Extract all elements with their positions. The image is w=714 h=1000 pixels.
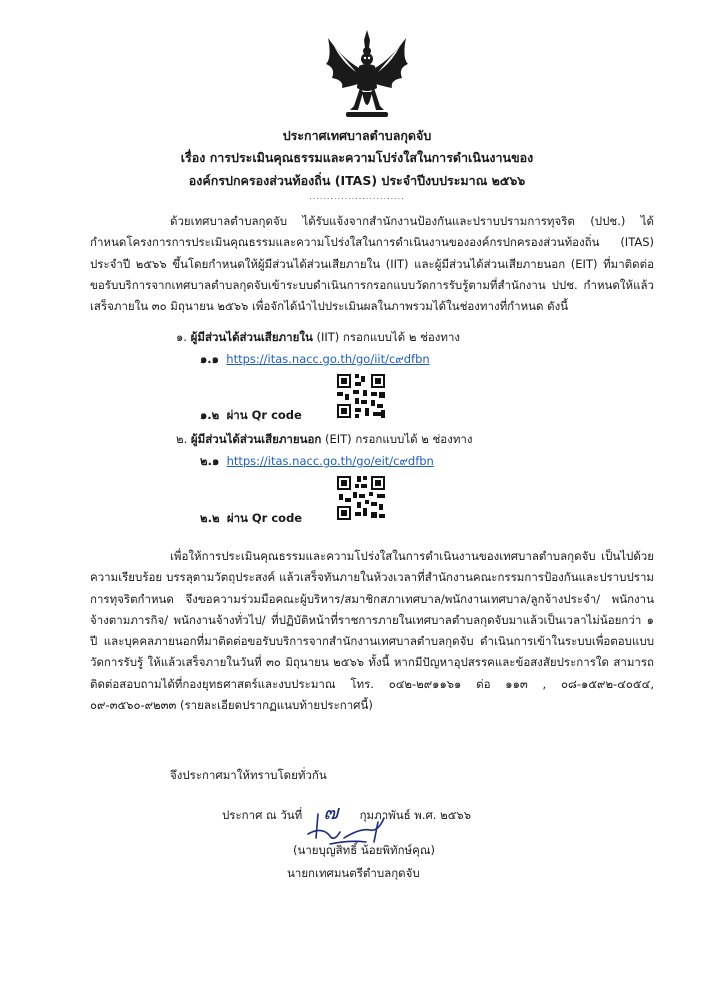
date-day-handwritten: ๗ xyxy=(323,800,339,824)
intro-text: ด้วยเทศบาลตำบลกุดจับ ได้รับแจ้งจากสำนักงานป้องกันและปราบปรามการทุจริต (ปปช.) ได้กำหนดโครงการการประเมินคุณธรรมและความโปร่งใสในการดำเนินงานขององค์กรปกครองส่วนท้องถิ่น (ITAS) ประจำปี ๒๕๖๖ ขึ้นโดยกำหนดให้ผู้มีส่วนได้ส่วนเสียภายใน (IIT) และผู้มีส่วนได้ส่วนเสียภายนอก (EIT) ที่มาติดต่อขอรับบริการจากเทศบาลตำบลกุดจับเข้าระบบดำเนินการกรอกแบบวัดการรับรู้ตามที่สำนักงาน ปปช. กำหนดให้แล้วเสร็จภายใน ๓๐ มิถุนายน ๒๕๖๖ เพื่อจักได้นำไปประเมินผลในภาพรวมได้ในช่องทางที่กำหนด ดังนี้ xyxy=(90,214,654,314)
subject-line: เรื่อง การประเมินคุณธรรมและความโปร่งใสในการดำเนินงานของ xyxy=(180,150,534,165)
item-2-2-number: ๒.๒ xyxy=(200,511,220,525)
iit-qr-code-icon[interactable] xyxy=(335,372,387,420)
closing-line: จึงประกาศมาให้ทราบโดยทั่วกัน xyxy=(170,768,327,782)
item-2-1-number: ๒.๑ xyxy=(200,454,220,468)
item-2-title: ผู้มีส่วนได้ส่วนเสียภายนอก xyxy=(190,432,322,446)
item-2-number: ๒. xyxy=(176,432,188,446)
announcement-title: ประกาศเทศบาลตำบลกุดจับ xyxy=(282,128,432,143)
item-2-heading xyxy=(176,430,472,448)
eit-survey-link[interactable]: https://itas.nacc.go.th/go/eit/c๙dfbn xyxy=(226,454,434,468)
signer-position: นายกเทศมนตรีตำบลกุดจับ xyxy=(287,866,420,880)
item-2-1 xyxy=(200,452,434,470)
iit-survey-link[interactable]: https://itas.nacc.go.th/go/iit/c๙dfbn xyxy=(226,352,430,366)
item-1-heading xyxy=(176,328,460,346)
eit-qr-code-icon[interactable] xyxy=(335,474,387,522)
item-1-2 xyxy=(200,406,302,424)
item-1-title: ผู้มีส่วนได้ส่วนเสียภายใน xyxy=(190,330,313,344)
item-2-detail: (EIT) กรอกแบบได้ ๒ ช่องทาง xyxy=(321,432,473,446)
separator-dots: ........................... xyxy=(309,192,405,201)
item-1-number: ๑. xyxy=(176,330,187,344)
item-1-2-number: ๑.๒ xyxy=(200,408,220,422)
request-text: เพื่อให้การประเมินคุณธรรมและความโปร่งใสในการดำเนินงานของเทศบาลตำบลกุดจับ เป็นไปด้วยความเรียบร้อย บรรลุตามวัตถุประสงค์ แล้วเสร็จทันภายในห้วงเวลาที่สำนักงานคณะกรรมการป้องกันและปราบปรามการทุจริตกำหนด จึงขอความร่วมมือคณะผู้บริหาร/สมาชิกสภาเทศบาล/พนักงานเทศบาล/ลูกจ้างประจำ/ พนักงานจ้างตามภารกิจ/ พนักงานจ้างทั่วไป/ ที่ปฏิบัติหน้าที่ราชการภายในเทศบาลตำบลกุดจับมาแล้วเป็นเวลาไม่น้อยกว่า ๑ ปี และบุคคลภายนอกที่มาติดต่อขอรับบริการจากสำนักงานเทศบาลตำบลกุดจับ ดำเนินการเข้าในระบบเพื่อตอบแบบวัดการรับรู้ ให้แล้วเสร็จภายในวันที่ ๓๐ มิถุนายน ๒๕๖๖ ทั้งนี้ หากมีปัญหาอุปสรรคและข้อสงสัยประการใด สามารถติดต่อสอบถามได้ที่กองยุทธศาสตร์และงบประมาณ โทร. ๐๔๒-๒๙๑๑๖๑ ต่อ ๑๑๓ , ๐๘-๑๕๙๒-๔๐๕๔, ๐๙-๓๕๖๐-๙๒๓๓ (รายละเอียดปรากฏแนบท้ายประกาศนี้) xyxy=(90,549,654,713)
item-1-2-text: ผ่าน Qr code xyxy=(226,408,302,422)
item-1-detail: (IIT) กรอกแบบได้ ๒ ช่องทาง xyxy=(312,330,461,344)
signer-name: (นายบุญสิทธิ์ น้อยพิทักษ์คุณ) xyxy=(293,843,435,857)
date-prefix: ประกาศ ณ วันที่ xyxy=(222,808,303,822)
item-1-1-number: ๑.๑ xyxy=(200,352,219,366)
item-2-2-text: ผ่าน Qr code xyxy=(226,511,303,525)
item-1-1 xyxy=(200,350,430,368)
intro-paragraph xyxy=(90,211,654,317)
item-2-2 xyxy=(200,509,302,527)
garuda-emblem-icon xyxy=(322,28,412,124)
date-suffix: กุมภาพันธ์ พ.ศ. ๒๕๖๖ xyxy=(359,808,472,822)
subject-line-continued: องค์กรปกครองส่วนท้องถิ่น (ITAS) ประจำปีงบประมาณ ๒๕๖๖ xyxy=(188,173,526,188)
request-paragraph xyxy=(90,546,654,716)
